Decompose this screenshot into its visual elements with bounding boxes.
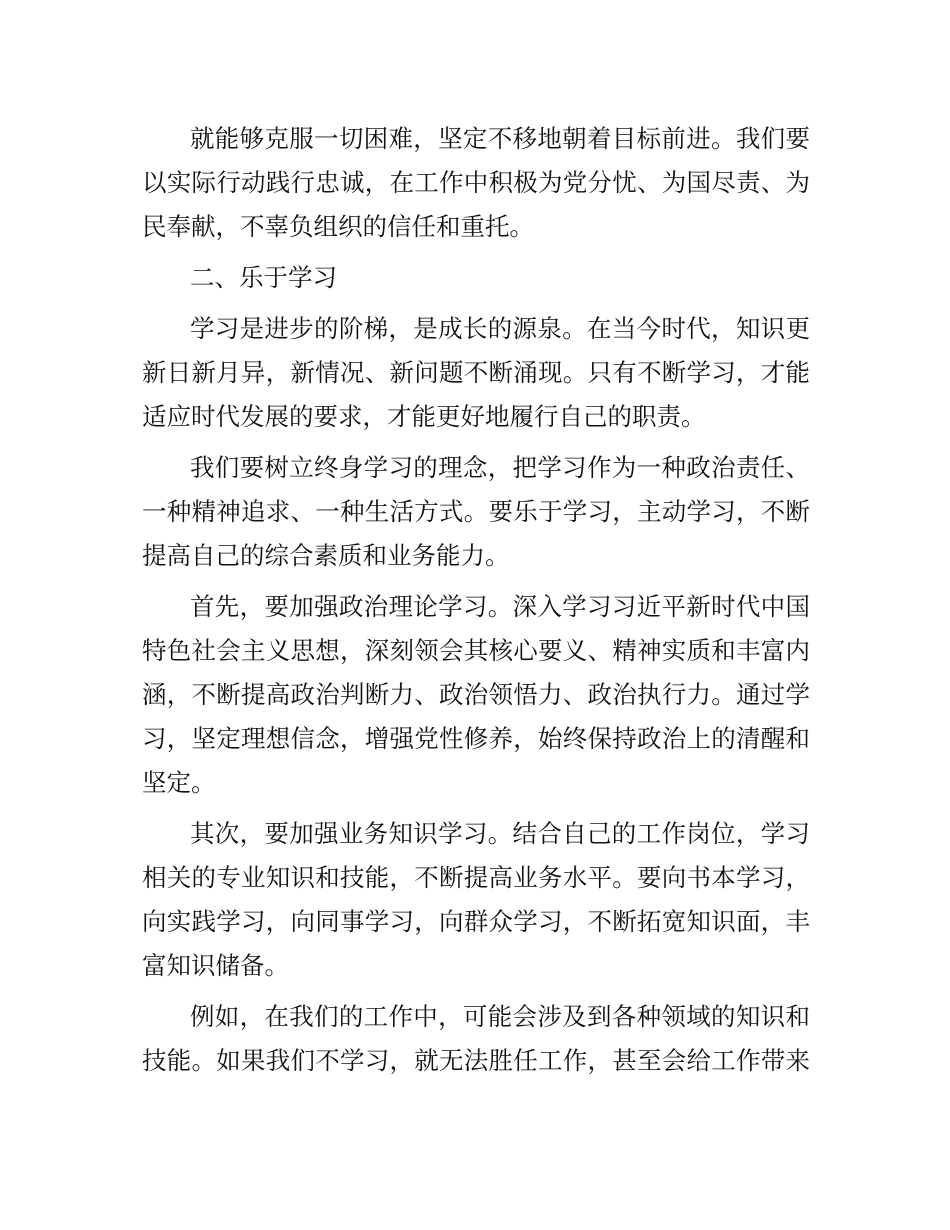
paragraph [142,585,810,805]
paragraph [142,812,810,988]
text-line: 民奉献，不辜负组织的信任和重托。 [142,212,534,241]
text-line: 一种精神追求、一种生活方式。要乐于学习，主动学习，不断 [142,497,810,526]
text-line: 以实际行动践行忠诚，在工作中积极为党分忧、为国尽责、为 [142,168,810,197]
text-line: 向实践学习，向同事学习，向群众学习，不断拓宽知识面，丰 [142,907,810,936]
paragraph [142,995,810,1083]
text-line: 其次，要加强业务知识学习。结合自己的工作岗位，学习 [190,819,810,848]
paragraph [142,307,810,439]
text-line: 提高自己的综合素质和业务能力。 [142,541,510,570]
text-line: 例如，在我们的工作中，可能会涉及到各种领域的知识和 [190,1002,810,1031]
text-line: 富知识储备。 [142,951,289,980]
text-line: 学习是进步的阶梯，是成长的源泉。在当今时代，知识更 [190,314,810,343]
text-line: 习，坚定理想信念，增强党性修养，始终保持政治上的清醒和 [142,724,810,753]
paragraph [142,446,810,578]
text-line: 特色社会主义思想，深刻领会其核心要义、精神实质和丰富内 [142,636,810,665]
text-line: 我们要树立终身学习的理念，把学习作为一种政治责任、 [190,453,810,482]
document-page [142,117,810,1090]
text-line: 涵，不断提高政治判断力、政治领悟力、政治执行力。通过学 [142,680,810,709]
text-line: 首先，要加强政治理论学习。深入学习习近平新时代中国 [190,592,810,621]
text-line: 适应时代发展的要求，才能更好地履行自己的职责。 [142,402,706,431]
section-heading [142,256,810,300]
paragraph [142,117,810,249]
text-line: 坚定。 [142,768,216,797]
text-line: 新日新月异，新情况、新问题不断涌现。只有不断学习，才能 [142,358,810,387]
text-line: 相关的专业知识和技能，不断提高业务水平。要向书本学习， [142,863,810,892]
text-line: 技能。如果我们不学习，就无法胜任工作，甚至会给工作带来 [142,1046,810,1075]
text-line: 二、乐于学习 [190,263,337,292]
text-line: 就能够克服一切困难，坚定不移地朝着目标前进。我们要 [190,124,810,153]
